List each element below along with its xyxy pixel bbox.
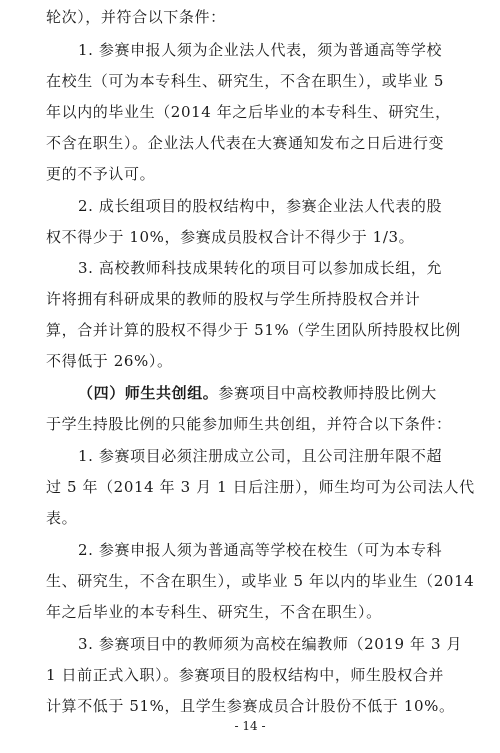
paragraph-line: 轮次），并符合以下条件： — [46, 8, 226, 26]
paragraph-line: 在校生（可为本专科生、研究生，不含在职生），或毕业 5 — [46, 72, 445, 90]
paragraph-line: 权不得少于 10%，参赛成员股权合计不得少于 1/3。 — [46, 228, 415, 246]
paragraph-line: 于学生持股比例的只能参加师生共创组，并符合以下条件： — [46, 415, 452, 433]
paragraph-line: 生、研究生，不含在职生），或毕业 5 年以内的毕业生（2014 — [46, 572, 475, 590]
paragraph-line: 1 日前正式入职）。参赛项目的股权结构中，师生股权合并 — [46, 666, 445, 684]
paragraph-line: 1. 参赛申报人须为企业法人代表，须为普通高等学校 — [78, 41, 443, 59]
section-heading: （四）师生共创组。 — [78, 384, 219, 402]
paragraph-line: 表。 — [46, 509, 78, 527]
paragraph-line: 不得低于 26%）。 — [46, 352, 173, 370]
paragraph-line: 许将拥有科研成果的教师的股权与学生所持股权合并计 — [46, 290, 421, 308]
paragraph-line: 2. 参赛申报人须为普通高等学校在校生（可为本专科 — [78, 541, 443, 559]
paragraph-line: 更的不予认可。 — [46, 165, 156, 183]
paragraph-line: 计算不低于 51%，且学生参赛成员合计股份不低于 10%。 — [46, 697, 455, 715]
paragraph-line: 年之后毕业的本专科生、研究生，不含在职生）。 — [46, 603, 382, 621]
paragraph-line: 3. 高校教师科技成果转化的项目可以参加成长组，允 — [78, 259, 443, 277]
paragraph-line: 1. 参赛项目必须注册成立公司，且公司注册年限不超 — [78, 447, 443, 465]
paragraph-line: 3. 参赛项目中的教师须为高校在编教师（2019 年 3 月 — [78, 635, 463, 653]
paragraph-line: 算，合并计算的股权不得少于 51%（学生团队所持股权比例 — [46, 321, 461, 339]
paragraph-text: 参赛项目中高校教师持股比例大 — [218, 384, 437, 402]
page-number: - 14 - — [234, 719, 266, 733]
paragraph-line: 年以内的毕业生（2014 年之后毕业的本专科生、研究生， — [46, 103, 451, 121]
paragraph-line: 不含在职生）。企业法人代表在大赛通知发布之日后进行变 — [46, 134, 445, 152]
paragraph-line: 2. 成长组项目的股权结构中，参赛企业法人代表的股 — [78, 197, 443, 215]
paragraph-line: 过 5 年（2014 年 3 月 1 日后注册），师生均可为公司法人代 — [46, 478, 475, 496]
section-heading-line — [78, 383, 454, 403]
